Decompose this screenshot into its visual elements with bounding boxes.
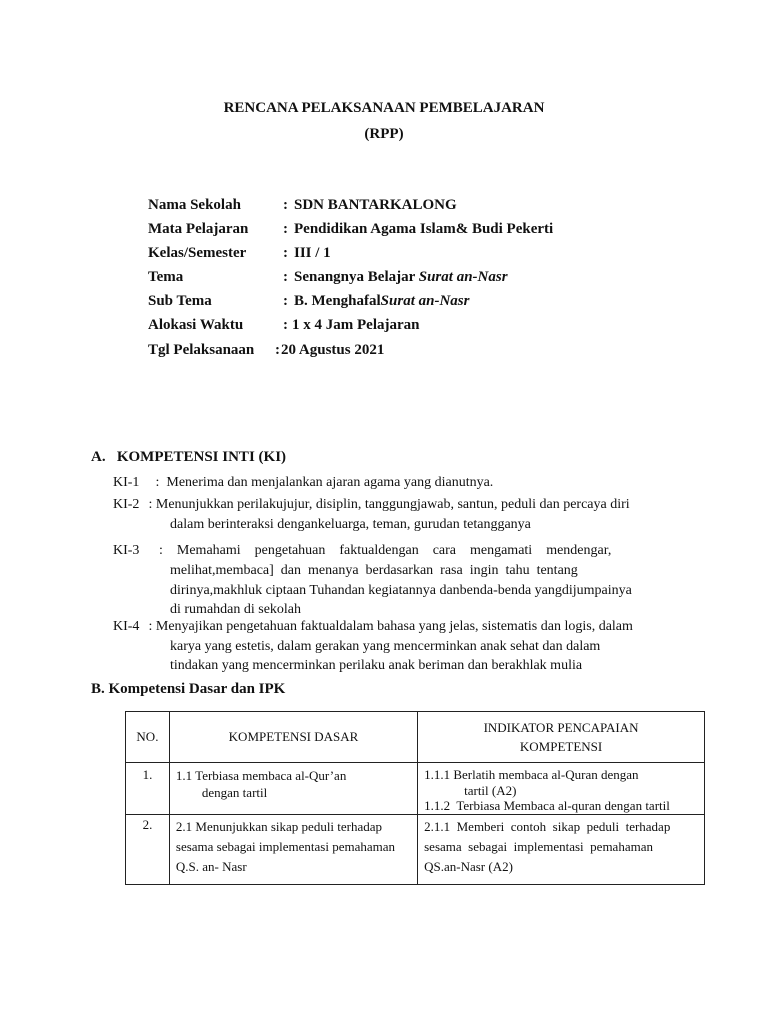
cell-no: 2.: [126, 814, 170, 884]
document-subtitle: (RPP): [364, 126, 404, 142]
identity-label: Kelas/Semester: [148, 245, 247, 261]
ki-code: KI-1: [113, 475, 140, 490]
ki-text: tindakan yang mencerminkan perilaku anak beriman dan berakhlak mulia: [170, 658, 583, 673]
kd-ipk-table: [125, 711, 705, 885]
identity-row-theme: [0, 269, 768, 291]
identity-label: Tema: [148, 269, 184, 285]
identity-value-text: B. Menghafal: [294, 293, 381, 309]
ipk-line: QS.an-Nasr (A2): [424, 858, 513, 874]
kd-line: 1.1 Terbiasa membaca al-Qur’an: [175, 768, 347, 783]
identity-row-time: [0, 317, 768, 339]
identity-sep: :: [283, 197, 288, 213]
identity-row-class: [0, 245, 768, 267]
identity-label: Alokasi Waktu: [148, 317, 244, 333]
identity-sep: :: [283, 221, 288, 237]
table-row: [126, 763, 705, 815]
identity-sep: :: [283, 269, 288, 285]
identity-label: Sub Tema: [148, 293, 212, 309]
identity-sep: :: [283, 317, 288, 333]
cell-kd: [169, 763, 417, 815]
ipk-line: 1.1.2 Terbiasa Membaca al-quran dengan tartil: [424, 798, 670, 813]
section-b-title: B. Kompetensi Dasar dan IPK: [91, 681, 286, 697]
identity-label: Nama Sekolah: [148, 197, 241, 213]
ki-text: : Menerima dan menjalankan ajaran agama yang dianutnya.: [145, 475, 494, 490]
identity-value: 20 Agustus 2021: [281, 342, 385, 358]
identity-row-subject: [0, 221, 768, 243]
ki-4: [113, 617, 683, 677]
document-title: RENCANA PELAKSANAAN PEMBELAJARAN: [223, 100, 545, 116]
ki-text: karya yang estetis, dalam gerakan yang mencerminkan anak sehat dan dalam: [170, 639, 601, 654]
ki-text-first: : Menunjukkan perilakujujur, disiplin, tanggungjawab, santun, peduli dan percaya diri: [145, 497, 630, 512]
identity-value: Pendidikan Agama Islam& Budi Pekerti: [294, 221, 554, 237]
identity-sep: :: [283, 293, 288, 309]
cell-ipk: [418, 814, 705, 884]
ki-text: dirinya,makhluk ciptaan Tuhandan kegiatannya danbenda-benda yangdijumpainya: [170, 583, 632, 598]
identity-label: Mata Pelajaran: [148, 221, 249, 237]
ipk-line: 1.1.1 Berlatih membaca al-Quran dengan: [424, 767, 639, 782]
header-kd: KOMPETENSI DASAR: [169, 712, 417, 763]
table-row: [126, 814, 705, 884]
identity-label: Tgl Pelaksanaan: [148, 342, 255, 358]
kd-line: Q.S. an- Nasr: [175, 858, 247, 874]
kd-line: 2.1 Menunjukkan sikap peduli terhadap: [175, 818, 383, 834]
ki-text: melihat,membaca] dan menanya berdasarkan rasa ingin tahu tentang: [170, 563, 578, 578]
ki-2: [113, 495, 683, 535]
section-a-title: A. KOMPETENSI INTI (KI): [91, 449, 287, 465]
identity-row-school: [0, 197, 768, 219]
identity-value: 1 x 4 Jam Pelajaran: [292, 317, 420, 333]
cell-ipk: [418, 763, 705, 815]
ki-text: dalam berinteraksi dengankeluarga, teman, gurudan tetangganya: [170, 517, 531, 532]
ki-text-first: : Memahami pengetahuan faktualdengan cara mengamati mendengar,: [145, 543, 612, 558]
identity-value: SDN BANTARKALONG: [294, 197, 457, 213]
identity-value: [294, 293, 469, 310]
identity-value: [294, 269, 508, 286]
header-no: NO.: [126, 712, 170, 763]
identity-value-text: Senangnya Belajar: [294, 269, 419, 285]
ki-code: KI-3: [113, 543, 140, 558]
cell-no: 1.: [126, 763, 170, 815]
ki-code: KI-4: [113, 619, 140, 634]
identity-sep: :: [275, 342, 280, 358]
ipk-line: sesama sebagai implementasi pemahaman: [424, 838, 653, 854]
ki-text-first: : Menyajikan pengetahuan faktualdalam bahasa yang jelas, sistematis dan logis, dalam: [145, 619, 633, 634]
ipk-line: 2.1.1 Memberi contoh sikap peduli terhadap: [424, 818, 671, 834]
table-header-row: [126, 712, 705, 763]
ipk-line: tartil (A2): [464, 782, 517, 798]
kd-line: dengan tartil: [201, 785, 268, 800]
identity-sep: :: [283, 245, 288, 261]
kd-line: sesama sebagai implementasi pemahaman: [175, 838, 396, 854]
cell-kd: [169, 814, 417, 884]
identity-value-italic: Surat an-Nasr: [380, 293, 470, 309]
identity-row-date: [0, 342, 768, 364]
identity-value: III / 1: [294, 245, 331, 261]
ki-1: [113, 473, 683, 493]
ki-code: KI-2: [113, 497, 140, 512]
identity-row-subtheme: [0, 293, 768, 315]
ki-text: di rumahdan di sekolah: [170, 602, 302, 617]
header-ipk: INDIKATOR PENCAPAIAN KOMPETENSI: [418, 712, 705, 763]
ki-3: [113, 541, 683, 621]
identity-value-italic: Surat an-Nasr: [418, 269, 508, 285]
